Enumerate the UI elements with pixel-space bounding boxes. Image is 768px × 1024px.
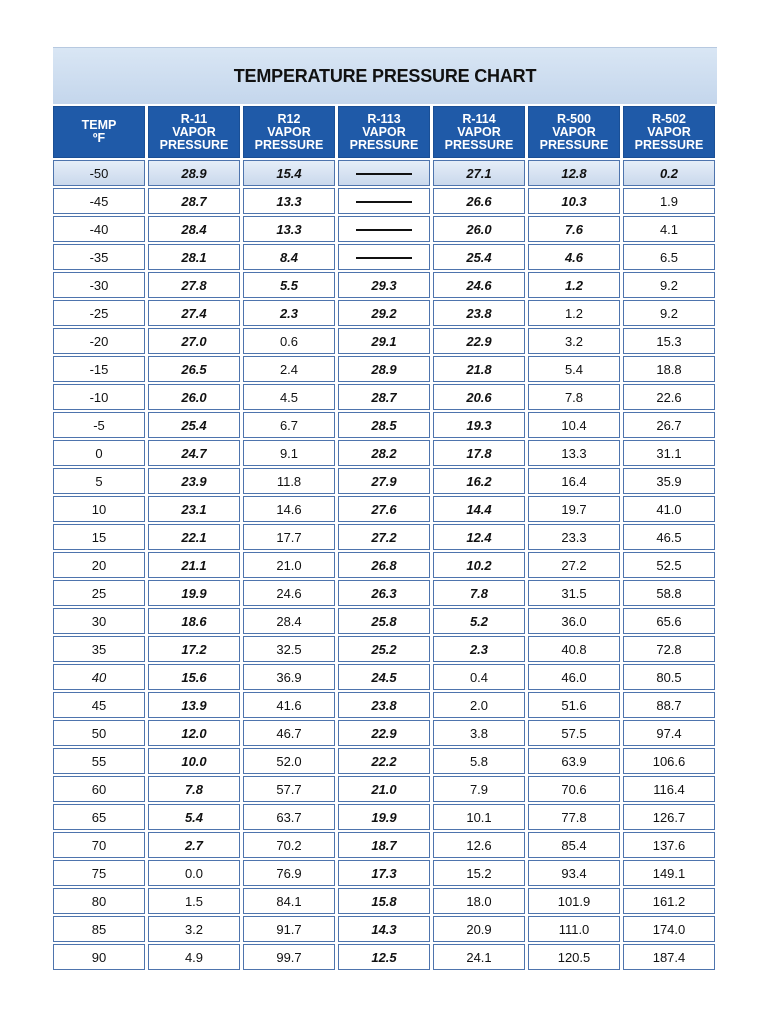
- table-row: [53, 384, 715, 410]
- table-row: [53, 524, 715, 550]
- header-line: VAPOR: [457, 124, 501, 139]
- r113-cell: 29.2: [338, 300, 430, 326]
- r113-cell: 28.9: [338, 356, 430, 382]
- table-row: [53, 944, 715, 970]
- r500-cell: 70.6: [528, 776, 620, 802]
- r114-cell: 16.2: [433, 468, 525, 494]
- r11-cell: 12.0: [148, 720, 240, 746]
- header-line: R-113: [367, 111, 401, 126]
- r114-cell: 21.8: [433, 356, 525, 382]
- r11-cell: 22.1: [148, 524, 240, 550]
- header-line: PRESSURE: [634, 137, 704, 152]
- header-line: R-11: [180, 111, 208, 126]
- r11-cell: 13.9: [148, 692, 240, 718]
- header-line: TEMP: [81, 118, 117, 132]
- r114-cell: 7.8: [433, 580, 525, 606]
- temp-cell: -15: [53, 356, 145, 382]
- r113-cell: 27.6: [338, 496, 430, 522]
- temp-cell: 65: [53, 804, 145, 830]
- header-line: R-500: [556, 111, 592, 126]
- r500-cell: 1.2: [528, 300, 620, 326]
- temp-header: [53, 106, 145, 158]
- r11-cell: 23.1: [148, 496, 240, 522]
- r113-cell: [338, 216, 430, 242]
- r113-header: [338, 106, 430, 158]
- r113-cell: 28.7: [338, 384, 430, 410]
- r12-cell: 17.7: [243, 524, 335, 550]
- r114-cell: 20.6: [433, 384, 525, 410]
- r502-cell: 88.7: [623, 692, 715, 718]
- r502-cell: 6.5: [623, 244, 715, 270]
- r502-cell: 149.1: [623, 860, 715, 886]
- r500-cell: 23.3: [528, 524, 620, 550]
- r500-cell: 93.4: [528, 860, 620, 886]
- r500-cell: 57.5: [528, 720, 620, 746]
- table-row: [53, 216, 715, 242]
- table-row: [53, 300, 715, 326]
- r502-cell: 22.6: [623, 384, 715, 410]
- chart-title: TEMPERATURE PRESSURE CHART: [233, 65, 537, 86]
- r11-cell: 27.4: [148, 300, 240, 326]
- r11-cell: 27.0: [148, 328, 240, 354]
- header-line: VAPOR: [647, 124, 691, 139]
- r11-cell: 15.6: [148, 664, 240, 690]
- r500-cell: 120.5: [528, 944, 620, 970]
- temp-cell: 60: [53, 776, 145, 802]
- r500-cell: 46.0: [528, 664, 620, 690]
- r500-cell: 77.8: [528, 804, 620, 830]
- r113-cell: 27.9: [338, 468, 430, 494]
- r11-cell: 5.4: [148, 804, 240, 830]
- table-row: [53, 804, 715, 830]
- r114-cell: 24.1: [433, 944, 525, 970]
- r113-cell: [338, 160, 430, 186]
- temp-cell: -10: [53, 384, 145, 410]
- temp-cell: 40: [53, 664, 145, 690]
- r500-cell: 3.2: [528, 328, 620, 354]
- r500-cell: 10.4: [528, 412, 620, 438]
- r114-cell: 7.9: [433, 776, 525, 802]
- header-line: R12: [277, 111, 301, 126]
- temp-cell: 5: [53, 468, 145, 494]
- r500-cell: 7.8: [528, 384, 620, 410]
- temp-cell: -45: [53, 188, 145, 214]
- r11-cell: 28.1: [148, 244, 240, 270]
- r500-cell: 19.7: [528, 496, 620, 522]
- r502-cell: 9.2: [623, 300, 715, 326]
- r113-cell: 22.9: [338, 720, 430, 746]
- r500-header: [528, 106, 620, 158]
- r500-cell: 13.3: [528, 440, 620, 466]
- temp-cell: -50: [53, 160, 145, 186]
- r113-cell: 25.2: [338, 636, 430, 662]
- r12-cell: 52.0: [243, 748, 335, 774]
- table-row: [53, 608, 715, 634]
- r11-cell: 2.7: [148, 832, 240, 858]
- temp-cell: 70: [53, 832, 145, 858]
- r114-cell: 26.6: [433, 188, 525, 214]
- r500-cell: 111.0: [528, 916, 620, 942]
- r12-cell: 46.7: [243, 720, 335, 746]
- r114-cell: 2.3: [433, 636, 525, 662]
- r11-cell: 28.7: [148, 188, 240, 214]
- header-line: ºF: [92, 131, 106, 145]
- r114-cell: 23.8: [433, 300, 525, 326]
- r502-cell: 80.5: [623, 664, 715, 690]
- r12-header: [243, 106, 335, 158]
- r113-cell: 14.3: [338, 916, 430, 942]
- temp-cell: 15: [53, 524, 145, 550]
- temp-cell: 30: [53, 608, 145, 634]
- temp-cell: 0: [53, 440, 145, 466]
- temp-cell: 45: [53, 692, 145, 718]
- r12-cell: 15.4: [243, 160, 335, 186]
- r502-cell: 137.6: [623, 832, 715, 858]
- r113-cell: 25.8: [338, 608, 430, 634]
- r113-cell: 23.8: [338, 692, 430, 718]
- r12-cell: 21.0: [243, 552, 335, 578]
- r11-cell: 21.1: [148, 552, 240, 578]
- r502-header: [623, 106, 715, 158]
- r113-cell: 22.2: [338, 748, 430, 774]
- no-data-dash: [356, 229, 412, 231]
- r12-cell: 9.1: [243, 440, 335, 466]
- table-row: [53, 328, 715, 354]
- temperature-pressure-chart: [53, 47, 717, 972]
- r11-cell: 4.9: [148, 944, 240, 970]
- r502-cell: 18.8: [623, 356, 715, 382]
- r114-cell: 12.4: [433, 524, 525, 550]
- r502-cell: 161.2: [623, 888, 715, 914]
- r11-cell: 26.0: [148, 384, 240, 410]
- r12-cell: 91.7: [243, 916, 335, 942]
- r11-cell: 1.5: [148, 888, 240, 914]
- r113-cell: 27.2: [338, 524, 430, 550]
- r114-cell: 3.8: [433, 720, 525, 746]
- table-row: [53, 832, 715, 858]
- r502-cell: 116.4: [623, 776, 715, 802]
- r12-cell: 24.6: [243, 580, 335, 606]
- r500-cell: 1.2: [528, 272, 620, 298]
- no-data-dash: [356, 257, 412, 259]
- r113-cell: 17.3: [338, 860, 430, 886]
- r113-cell: 26.3: [338, 580, 430, 606]
- r502-cell: 15.3: [623, 328, 715, 354]
- r12-cell: 36.9: [243, 664, 335, 690]
- table-row: [53, 692, 715, 718]
- r11-cell: 28.4: [148, 216, 240, 242]
- r113-cell: 12.5: [338, 944, 430, 970]
- r113-cell: 21.0: [338, 776, 430, 802]
- table-row: [53, 244, 715, 270]
- header-line: R-114: [462, 111, 496, 126]
- r11-cell: 3.2: [148, 916, 240, 942]
- r113-cell: 26.8: [338, 552, 430, 578]
- r502-cell: 58.8: [623, 580, 715, 606]
- r11-cell: 17.2: [148, 636, 240, 662]
- r12-cell: 5.5: [243, 272, 335, 298]
- table-row: [53, 888, 715, 914]
- table-row: [53, 356, 715, 382]
- r12-cell: 63.7: [243, 804, 335, 830]
- r113-cell: [338, 244, 430, 270]
- r502-cell: 1.9: [623, 188, 715, 214]
- header-line: PRESSURE: [349, 137, 419, 152]
- r11-cell: 23.9: [148, 468, 240, 494]
- r11-cell: 10.0: [148, 748, 240, 774]
- r114-cell: 15.2: [433, 860, 525, 886]
- r500-cell: 16.4: [528, 468, 620, 494]
- r502-cell: 65.6: [623, 608, 715, 634]
- r502-cell: 106.6: [623, 748, 715, 774]
- r11-cell: 7.8: [148, 776, 240, 802]
- r114-header: [433, 106, 525, 158]
- r114-cell: 27.1: [433, 160, 525, 186]
- r500-cell: 85.4: [528, 832, 620, 858]
- r12-cell: 13.3: [243, 188, 335, 214]
- chart-title-bar: [53, 47, 717, 104]
- temp-cell: 25: [53, 580, 145, 606]
- r500-cell: 36.0: [528, 608, 620, 634]
- r12-cell: 57.7: [243, 776, 335, 802]
- r500-cell: 51.6: [528, 692, 620, 718]
- r113-cell: 28.5: [338, 412, 430, 438]
- table-row: [53, 468, 715, 494]
- table-row: [53, 916, 715, 942]
- r500-cell: 12.8: [528, 160, 620, 186]
- table-row: [53, 720, 715, 746]
- no-data-dash: [356, 201, 412, 203]
- r502-cell: 9.2: [623, 272, 715, 298]
- header-line: VAPOR: [172, 124, 216, 139]
- r500-cell: 40.8: [528, 636, 620, 662]
- table-row: [53, 860, 715, 886]
- r11-cell: 24.7: [148, 440, 240, 466]
- r114-cell: 25.4: [433, 244, 525, 270]
- temp-cell: -40: [53, 216, 145, 242]
- r12-cell: 76.9: [243, 860, 335, 886]
- temp-cell: -30: [53, 272, 145, 298]
- table-row: [53, 272, 715, 298]
- r114-cell: 17.8: [433, 440, 525, 466]
- table-row: [53, 160, 715, 186]
- table-row: [53, 412, 715, 438]
- r114-cell: 18.0: [433, 888, 525, 914]
- table-row: [53, 440, 715, 466]
- r11-cell: 26.5: [148, 356, 240, 382]
- r12-cell: 70.2: [243, 832, 335, 858]
- header-line: PRESSURE: [444, 137, 514, 152]
- header-row: [53, 106, 715, 158]
- temp-cell: -20: [53, 328, 145, 354]
- r114-cell: 24.6: [433, 272, 525, 298]
- pressure-table: [50, 104, 718, 972]
- r12-cell: 8.4: [243, 244, 335, 270]
- temp-cell: 55: [53, 748, 145, 774]
- r502-cell: 26.7: [623, 412, 715, 438]
- r502-cell: 35.9: [623, 468, 715, 494]
- r11-header: [148, 106, 240, 158]
- r12-cell: 84.1: [243, 888, 335, 914]
- r114-cell: 22.9: [433, 328, 525, 354]
- r114-cell: 20.9: [433, 916, 525, 942]
- r12-cell: 11.8: [243, 468, 335, 494]
- r12-cell: 13.3: [243, 216, 335, 242]
- temp-cell: -35: [53, 244, 145, 270]
- table-row: [53, 664, 715, 690]
- r12-cell: 0.6: [243, 328, 335, 354]
- header-line: R-502: [651, 111, 687, 126]
- r11-cell: 28.9: [148, 160, 240, 186]
- r12-cell: 41.6: [243, 692, 335, 718]
- r502-cell: 174.0: [623, 916, 715, 942]
- r12-cell: 14.6: [243, 496, 335, 522]
- r502-cell: 46.5: [623, 524, 715, 550]
- r502-cell: 4.1: [623, 216, 715, 242]
- table-body: [53, 160, 715, 970]
- r11-cell: 0.0: [148, 860, 240, 886]
- r12-cell: 32.5: [243, 636, 335, 662]
- temp-cell: 75: [53, 860, 145, 886]
- r11-cell: 25.4: [148, 412, 240, 438]
- r113-cell: 29.3: [338, 272, 430, 298]
- temp-cell: 50: [53, 720, 145, 746]
- table-row: [53, 188, 715, 214]
- r113-cell: 19.9: [338, 804, 430, 830]
- r113-cell: 15.8: [338, 888, 430, 914]
- r12-cell: 2.4: [243, 356, 335, 382]
- r502-cell: 0.2: [623, 160, 715, 186]
- r502-cell: 41.0: [623, 496, 715, 522]
- r114-cell: 5.8: [433, 748, 525, 774]
- header-line: VAPOR: [552, 124, 596, 139]
- r502-cell: 97.4: [623, 720, 715, 746]
- r502-cell: 72.8: [623, 636, 715, 662]
- r502-cell: 31.1: [623, 440, 715, 466]
- r114-cell: 19.3: [433, 412, 525, 438]
- r502-cell: 52.5: [623, 552, 715, 578]
- r11-cell: 27.8: [148, 272, 240, 298]
- r113-cell: 29.1: [338, 328, 430, 354]
- table-row: [53, 776, 715, 802]
- r11-cell: 19.9: [148, 580, 240, 606]
- r502-cell: 126.7: [623, 804, 715, 830]
- r114-cell: 5.2: [433, 608, 525, 634]
- temp-cell: 85: [53, 916, 145, 942]
- temp-cell: -25: [53, 300, 145, 326]
- r500-cell: 5.4: [528, 356, 620, 382]
- no-data-dash: [356, 173, 412, 175]
- r12-cell: 2.3: [243, 300, 335, 326]
- r500-cell: 27.2: [528, 552, 620, 578]
- table-row: [53, 748, 715, 774]
- r114-cell: 10.2: [433, 552, 525, 578]
- temp-cell: 10: [53, 496, 145, 522]
- header-line: PRESSURE: [254, 137, 324, 152]
- temp-cell: 80: [53, 888, 145, 914]
- r500-cell: 63.9: [528, 748, 620, 774]
- r500-cell: 10.3: [528, 188, 620, 214]
- r113-cell: [338, 188, 430, 214]
- header-line: VAPOR: [362, 124, 406, 139]
- temp-cell: -5: [53, 412, 145, 438]
- temp-cell: 90: [53, 944, 145, 970]
- temp-cell: 35: [53, 636, 145, 662]
- r11-cell: 18.6: [148, 608, 240, 634]
- r114-cell: 10.1: [433, 804, 525, 830]
- table-row: [53, 496, 715, 522]
- header-line: PRESSURE: [539, 137, 609, 152]
- header-line: PRESSURE: [159, 137, 229, 152]
- r114-cell: 0.4: [433, 664, 525, 690]
- r113-cell: 18.7: [338, 832, 430, 858]
- r502-cell: 187.4: [623, 944, 715, 970]
- r500-cell: 4.6: [528, 244, 620, 270]
- r500-cell: 7.6: [528, 216, 620, 242]
- r113-cell: 24.5: [338, 664, 430, 690]
- r12-cell: 99.7: [243, 944, 335, 970]
- r12-cell: 28.4: [243, 608, 335, 634]
- r12-cell: 6.7: [243, 412, 335, 438]
- r114-cell: 12.6: [433, 832, 525, 858]
- r500-cell: 31.5: [528, 580, 620, 606]
- r113-cell: 28.2: [338, 440, 430, 466]
- table-row: [53, 552, 715, 578]
- table-row: [53, 636, 715, 662]
- r114-cell: 26.0: [433, 216, 525, 242]
- r114-cell: 14.4: [433, 496, 525, 522]
- r500-cell: 101.9: [528, 888, 620, 914]
- header-line: VAPOR: [267, 124, 311, 139]
- r114-cell: 2.0: [433, 692, 525, 718]
- temp-cell: 20: [53, 552, 145, 578]
- r12-cell: 4.5: [243, 384, 335, 410]
- table-row: [53, 580, 715, 606]
